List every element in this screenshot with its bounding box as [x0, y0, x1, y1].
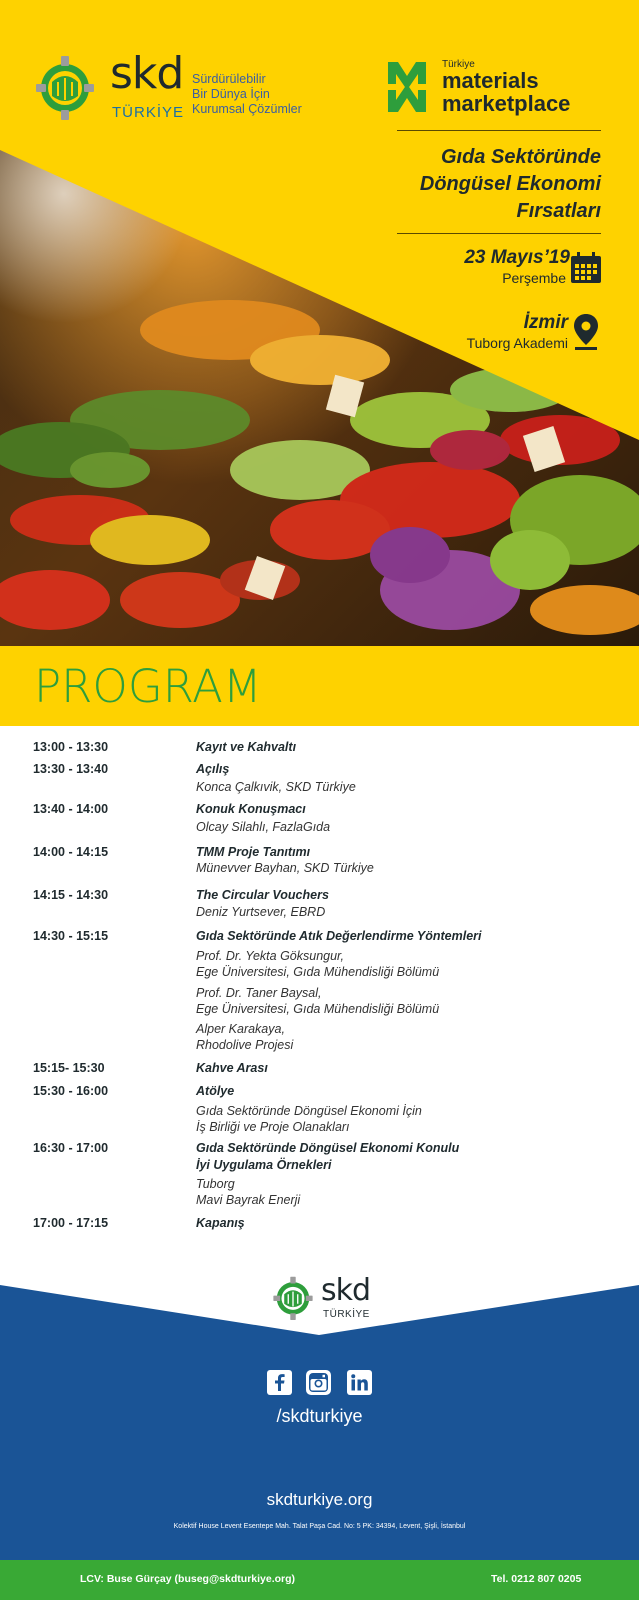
skd-country-label: TÜRKİYE	[112, 104, 185, 121]
schedule-speaker: Münevver Bayhan, SKD Türkiye	[196, 861, 374, 875]
schedule-session: The Circular Vouchers	[196, 888, 329, 902]
schedule-time: 15:15- 15:30	[33, 1061, 105, 1075]
hero-banner	[0, 0, 639, 646]
schedule-time: 14:30 - 15:15	[33, 929, 109, 943]
skd-tagline-line: Sürdürülebilir	[192, 72, 266, 86]
event-venue: Tuborg Akademi	[466, 335, 568, 351]
schedule-session: Açılış	[196, 762, 230, 776]
schedule-speaker: Prof. Dr. Yekta Göksungur,	[196, 949, 344, 963]
linkedin-icon[interactable]	[347, 1370, 372, 1395]
schedule-session: İyi Uygulama Örnekleri	[196, 1158, 332, 1172]
divider	[397, 130, 601, 131]
footer-skd-globe-logo-icon	[271, 1274, 315, 1320]
schedule-session: TMM Proje Tanıtımı	[196, 845, 311, 859]
event-city: İzmir	[523, 312, 568, 333]
event-day: Perşembe	[502, 270, 566, 286]
divider	[397, 233, 601, 234]
event-title-line: Döngüsel Ekonomi	[419, 173, 601, 195]
schedule-speaker: Tuborg	[196, 1177, 235, 1191]
instagram-icon[interactable]	[306, 1370, 331, 1395]
schedule-time: 16:30 - 17:00	[33, 1141, 109, 1155]
footer-background	[0, 1275, 639, 1600]
schedule-speaker: Konca Çalkıvik, SKD Türkiye	[196, 780, 356, 794]
mm-country-label: Türkiye	[442, 59, 475, 70]
schedule-speaker: Gıda Sektöründe Döngüsel Ekonomi İçin	[196, 1104, 422, 1118]
schedule-time: 13:00 - 13:30	[33, 740, 109, 754]
schedule-speaker: Olcay Silahlı, FazlaGıda	[196, 820, 331, 834]
social-handle[interactable]: /skdturkiye	[276, 1406, 363, 1426]
schedule-speaker: İş Birliği ve Proje Olanakları	[196, 1120, 350, 1134]
schedule-time: 14:00 - 14:15	[33, 845, 109, 859]
facebook-icon[interactable]	[267, 1370, 292, 1395]
schedule-speaker: Rhodolive Projesi	[196, 1038, 294, 1052]
schedule-time: 15:30 - 16:00	[33, 1084, 109, 1098]
skd-tagline-line: Bir Dünya İçin	[192, 87, 270, 101]
mm-wordmark-line1: materials	[442, 68, 539, 93]
schedule-time: 13:40 - 14:00	[33, 802, 109, 816]
event-title-line: Gıda Sektöründe	[440, 146, 601, 168]
skd-wordmark: skd	[110, 48, 184, 99]
schedule-session: Konuk Konuşmacı	[196, 802, 306, 816]
website-link[interactable]: skdturkiye.org	[266, 1490, 373, 1509]
event-title	[380, 144, 601, 225]
schedule-session: Gıda Sektöründe Döngüsel Ekonomi Konulu	[196, 1141, 460, 1155]
schedule-time: 13:30 - 13:40	[33, 762, 109, 776]
materials-marketplace-logo-icon	[386, 60, 428, 114]
schedule-speaker: Prof. Dr. Taner Baysal,	[196, 986, 322, 1000]
skd-tagline-line: Kurumsal Çözümler	[192, 102, 302, 116]
skd-globe-logo-icon	[34, 52, 96, 120]
calendar-icon	[570, 252, 602, 284]
schedule-time: 14:15 - 14:30	[33, 888, 109, 902]
schedule-speaker: Ege Üniversitesi, Gıda Mühendisliği Bölümü	[196, 965, 440, 979]
rsvp-contact: LCV: Buse Gürçay (buseg@skdturkiye.org)	[80, 1573, 296, 1585]
schedule-session: Gıda Sektöründe Atık Değerlendirme Yöntemleri	[196, 929, 482, 943]
schedule-speaker: Deniz Yurtsever, EBRD	[196, 905, 326, 919]
schedule-session: Kahve Arası	[196, 1061, 268, 1075]
event-title-line: Fırsatları	[516, 200, 601, 222]
program-title: PROGRAM	[34, 660, 262, 713]
schedule-session: Atölye	[196, 1084, 235, 1098]
phone-contact: Tel. 0212 807 0205	[491, 1573, 582, 1585]
mm-wordmark-line2: marketplace	[442, 91, 571, 116]
event-date: 23 Mayıs’19	[464, 247, 570, 268]
schedule-session: Kayıt ve Kahvaltı	[196, 740, 297, 754]
schedule-time: 17:00 - 17:15	[33, 1216, 109, 1230]
skd-tagline	[192, 72, 322, 117]
schedule-session: Kapanış	[196, 1216, 245, 1230]
schedule-speaker: Mavi Bayrak Enerji	[196, 1193, 301, 1207]
schedule-speaker: Alper Karakaya,	[196, 1022, 285, 1036]
location-pin-icon	[573, 313, 599, 351]
address: Kolektif House Levent Esentepe Mah. Talat Paşa Cad. No: 5 PK: 34394, Levent, Şişli, İstanbul	[173, 1523, 466, 1530]
footer-skd-wordmark: skd	[321, 1273, 371, 1308]
schedule-speaker: Ege Üniversitesi, Gıda Mühendisliği Bölümü	[196, 1002, 440, 1016]
footer-skd-country-label: TÜRKİYE	[323, 1309, 370, 1320]
